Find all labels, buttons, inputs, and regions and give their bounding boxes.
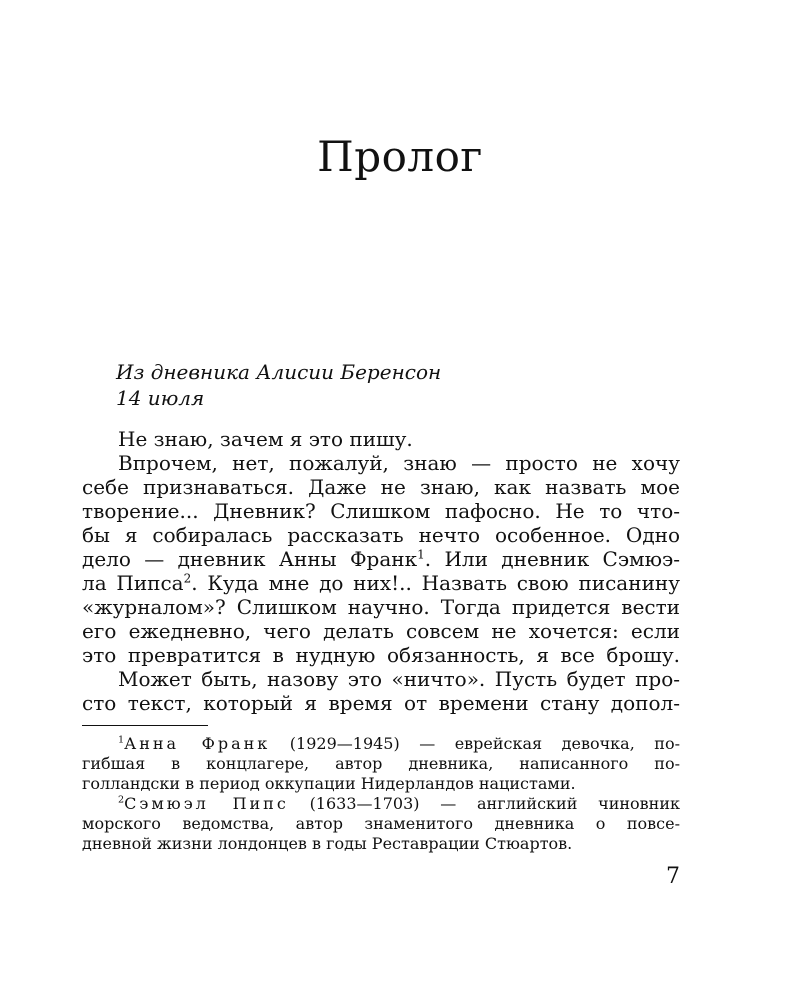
footnote-2-line (82, 794, 680, 814)
text-line: Может быть, назову это «ничто». Пусть будет про- (118, 667, 680, 691)
text-line: это превратится в нудную обязанность, я все брошу. (82, 643, 680, 667)
text-line: его ежедневно, чего делать совсем не хочется: если (82, 619, 680, 643)
text-line (82, 547, 680, 571)
footnote-ref-1[interactable]: 1 (417, 547, 425, 562)
footnote-2-line: дневной жизни лондонцев в годы Реставрации Стюартов. (82, 834, 573, 853)
footnote-name: Анна Франк (124, 734, 271, 753)
text-fragment: дело — дневник Анны Франк (82, 547, 418, 571)
text-fragment: . Куда мне до них!.. Назвать свою писанину (191, 571, 680, 595)
footnote-ref-2[interactable]: 2 (183, 571, 192, 586)
footnote-name: Сэмюэл Пипс (124, 794, 289, 813)
footnote-1-line: гибшая в концлагере, автор дневника, написанного по- (82, 754, 680, 773)
text-line: бы я собиралась рассказать нечто особенное. Одно (82, 523, 680, 547)
epigraph (116, 359, 441, 411)
text-line: себе признаваться. Даже не знаю, как назвать мое (82, 475, 680, 499)
chapter-title: Пролог (317, 132, 483, 181)
text-fragment: ла Пипса (82, 571, 184, 595)
footnote-mark: 1 (118, 734, 125, 746)
footnote-divider (82, 725, 208, 726)
footnote-text: (1633—1703) — английский чиновник (288, 794, 680, 813)
epigraph-source: Из дневника Алисии Беренсон (116, 360, 442, 384)
text-fragment: . Или дневник Сэмюэ- (424, 547, 680, 571)
text-line: Впрочем, нет, пожалуй, знаю — просто не хочу (118, 451, 680, 475)
page-number: 7 (666, 864, 680, 889)
footnote-1-line (82, 734, 680, 754)
text-line: Не знаю, зачем я это пишу. (118, 427, 413, 451)
footnote-mark: 2 (118, 794, 125, 806)
footnote-text: (1929—1945) — еврейская девочка, по- (270, 734, 680, 753)
footnote-1-line: голландски в период оккупации Нидерландов нацистами. (82, 774, 576, 793)
text-line: «журналом»? Слишком научно. Тогда придется вести (82, 595, 680, 619)
body-text (82, 427, 680, 715)
text-line: сто текст, который я время от времени стану допол- (82, 691, 680, 715)
text-line: творение... Дневник? Слишком пафосно. Не то что- (82, 499, 680, 523)
text-line (82, 571, 680, 595)
footnotes (82, 734, 680, 854)
footnote-2-line: морского ведомства, автор знаменитого дневника о повсе- (82, 814, 680, 833)
epigraph-date: 14 июля (116, 386, 205, 410)
